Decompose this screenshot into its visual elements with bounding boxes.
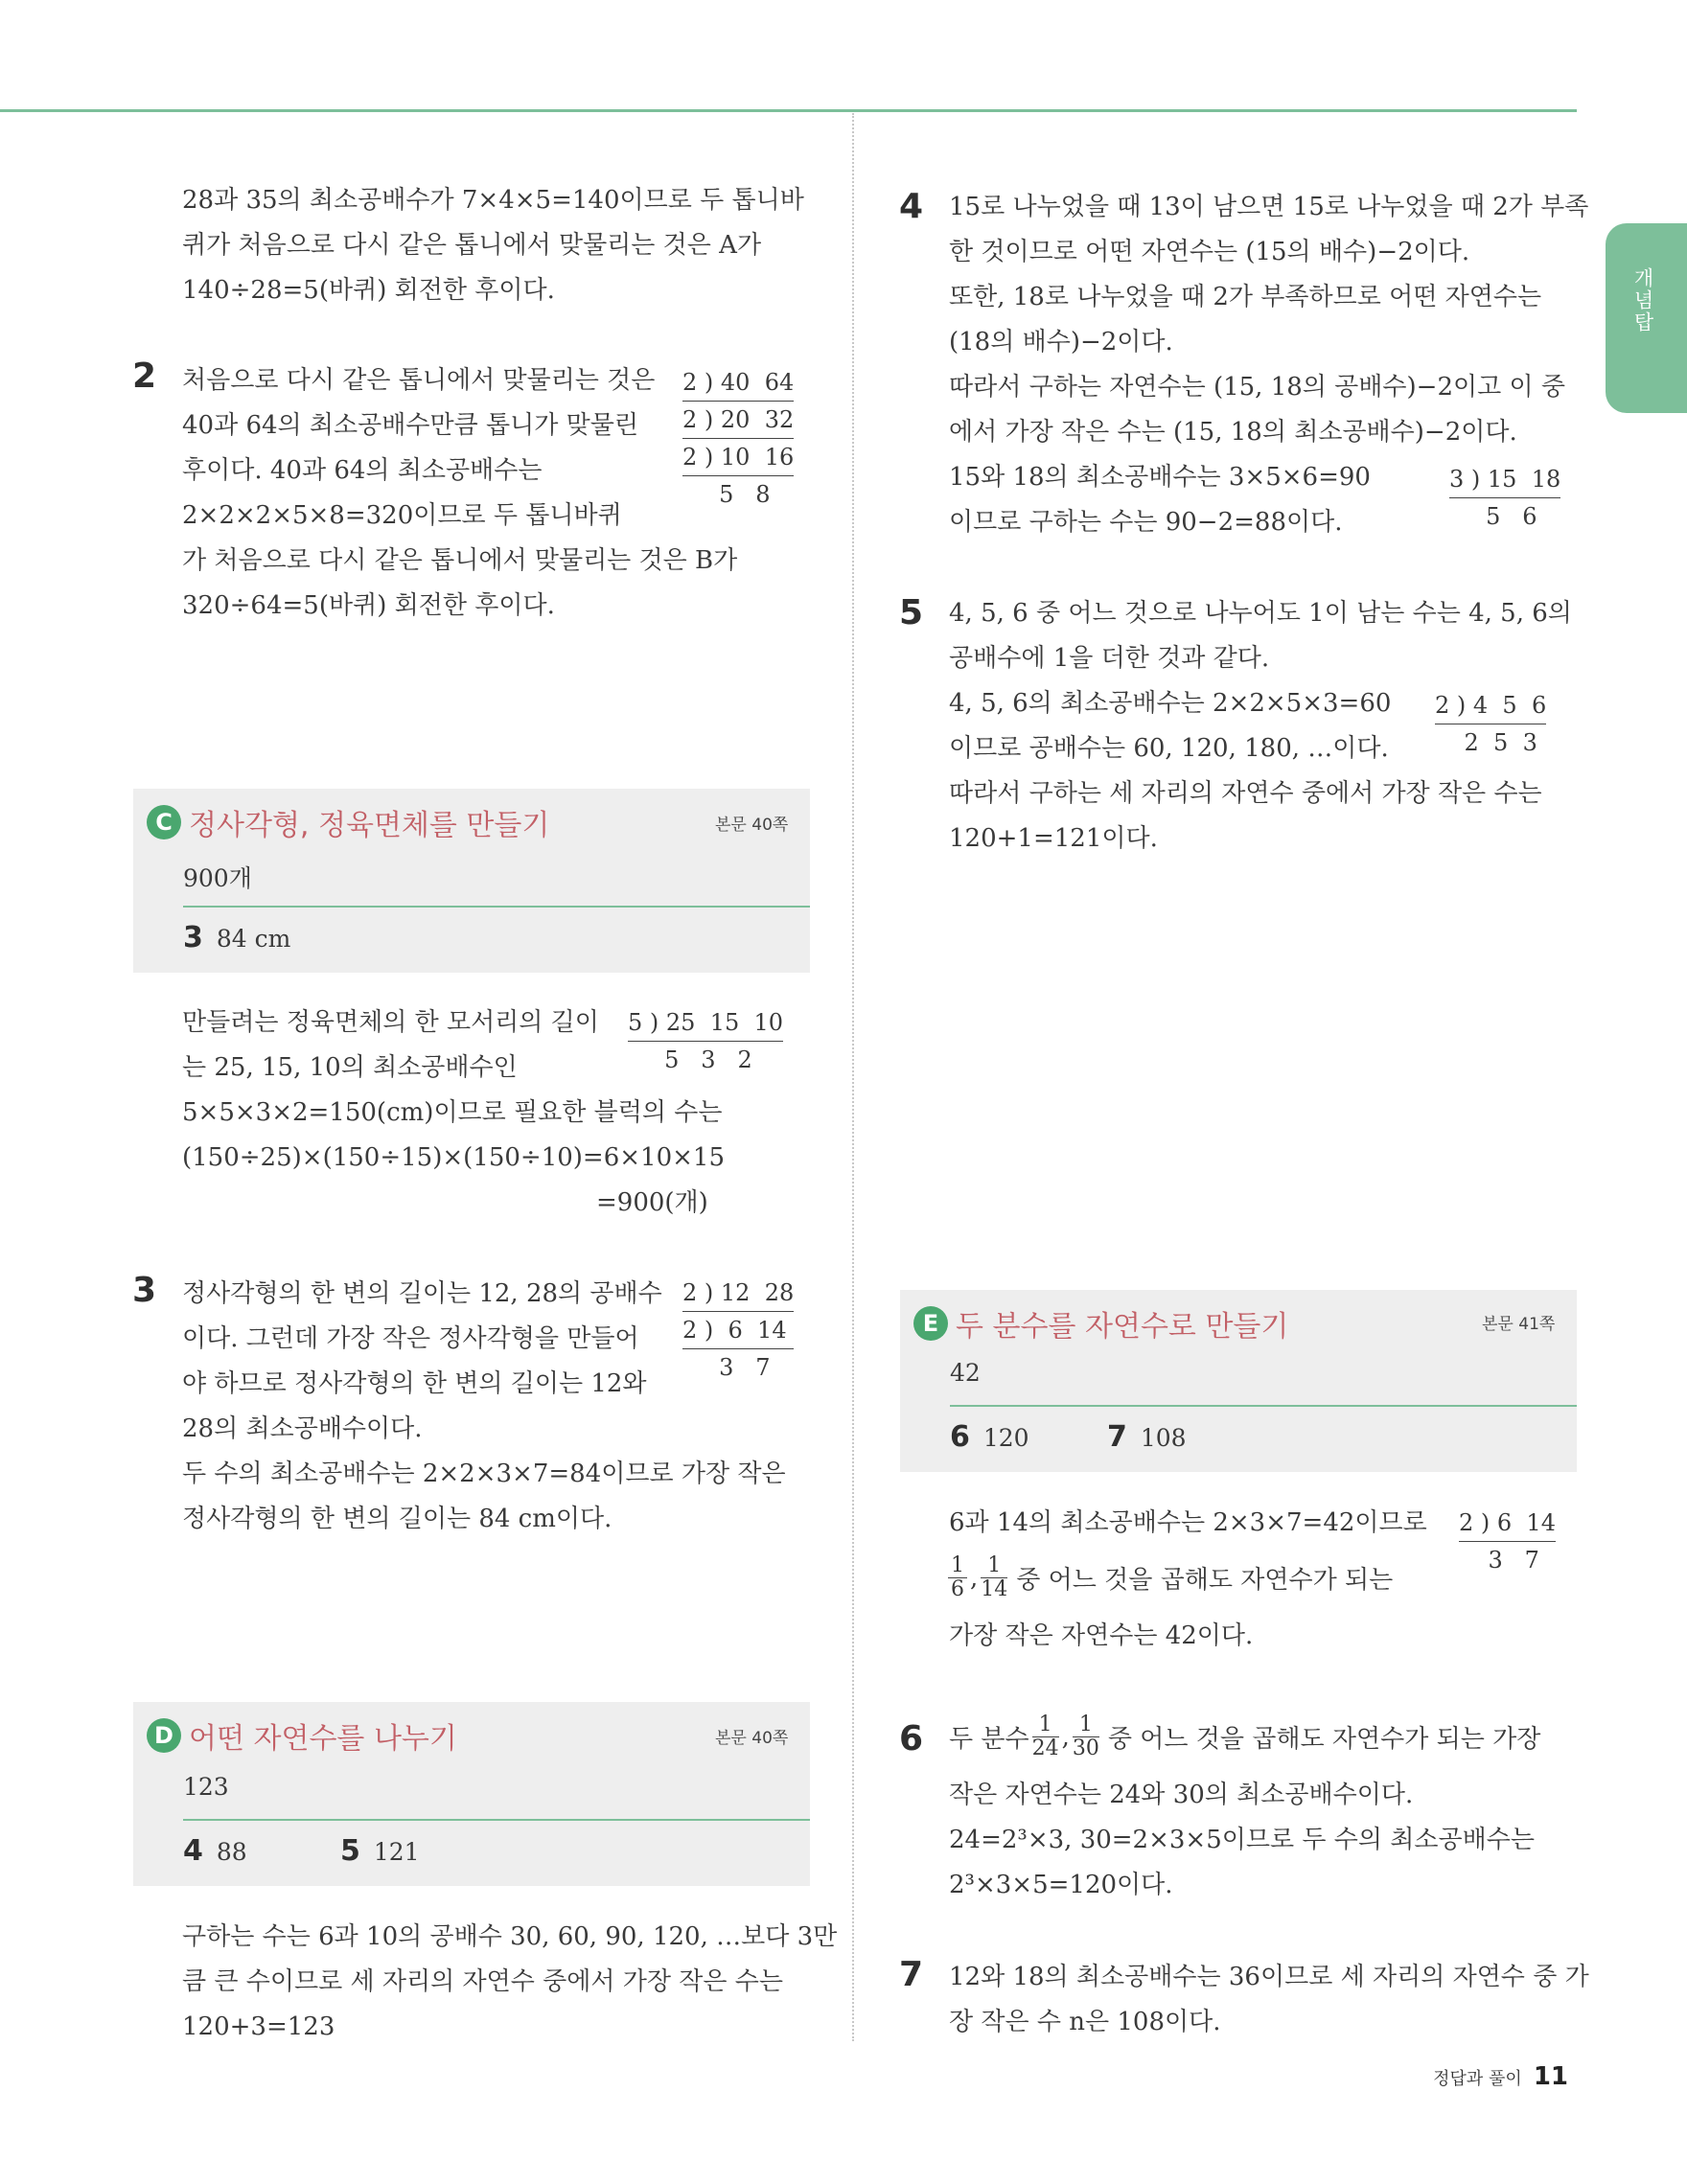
problem-5-division: 2 ) 4 5 6 2 5 3 — [1435, 687, 1546, 761]
problem-5-text: 4, 5, 6 중 어느 것으로 나누어도 1이 남는 수는 4, 5, 6의 공배수에 1을 더한 것과 같다. 4, 5, 6의 최소공배수는 2×2×5×3=60 이므로 공배수는 60, 120, 180, …이다. 따라서 구하는 세 자리의 자연수 중에서 가장 작은 수는 120+1=121이다. — [949, 599, 1572, 853]
section-c-row: 3 84 cm — [183, 921, 291, 954]
section-e-row-1: 6 120 — [950, 1420, 1029, 1454]
footer-label: 정답과 풀이 — [1433, 2069, 1522, 2089]
section-c-division: 5 ) 25 15 10 5 3 2 — [628, 1004, 783, 1078]
section-d-title: 어떤 자연수를 나누기 — [189, 1722, 457, 1756]
section-c-explanation: 만들려는 정육면체의 한 모서리의 길이 는 25, 15, 10의 최소공배수인 5×5×3×2=150(cm)이므로 필요한 블럭의 수는 (150÷25)×(150÷15)×(150÷10)=6×10×15 =900(개) — [182, 1008, 725, 1217]
section-e-explanation-line-1: 6과 14의 최소공배수는 2×3×7=42이므로 — [949, 1508, 1427, 1537]
page-number: 11 — [1533, 2062, 1568, 2091]
section-d-answer: 123 — [183, 1773, 229, 1801]
top-rule — [0, 109, 1577, 112]
section-d-explanation: 구하는 수는 6과 10의 공배수 30, 60, 90, 120, …보다 3만 큼 큰 수이므로 세 자리의 자연수 중에서 가장 작은 수는 120+3=123 — [182, 1922, 838, 2041]
section-c-answer: 900개 — [183, 864, 252, 892]
section-e-title: 두 분수를 자연수로 만들기 — [956, 1310, 1289, 1344]
section-box-c — [133, 789, 810, 973]
section-c-title: 정사각형, 정육면체를 만들기 — [189, 809, 550, 842]
section-e-ref: 본문 41쪽 — [1482, 1315, 1556, 1334]
section-e-row-2: 7 108 — [1107, 1420, 1187, 1454]
section-c-header — [147, 800, 549, 844]
problem-6-first-line: 두 분수 $\frac{1}{24}$ , $\frac{1}{30}$ 중 어느 것을 곱해도 자연수가 되는 가장 — [949, 1713, 1541, 1760]
problem-5-number: 5 — [899, 593, 924, 632]
section-box-d — [133, 1702, 810, 1886]
problem-7-text: 12와 18의 최소공배수는 36이므로 세 자리의 자연수 중 가 장 작은 수 n은 108이다. — [949, 1963, 1589, 2036]
problem-2-number: 2 — [132, 356, 157, 396]
problem-2-text: 처음으로 다시 같은 톱니에서 맞물리는 것은 40과 64의 최소공배수만큼 톱니가 맞물린 후이다. 40과 64의 최소공배수는 2×2×2×5×8=320이므로 두 톱니바퀴 가 처음으로 다시 같은 톱니에서 맞물리는 것은 B가 320÷64=5(바퀴) 회전한 후이다. — [182, 366, 738, 620]
problem-6-text: 작은 자연수는 24와 30의 최소공배수이다. 24=2³×3, 30=2×3×5이므로 두 수의 최소공배수는 2³×3×5=120이다. — [949, 1781, 1535, 1899]
section-box-e — [900, 1290, 1577, 1472]
section-e-explanation-line-3: 가장 작은 자연수는 42이다. — [949, 1621, 1254, 1650]
problem-6-number: 6 — [899, 1719, 924, 1759]
section-e-answer: 42 — [950, 1359, 981, 1387]
fraction-1-6: $\frac{1}{6}$ — [948, 1554, 967, 1601]
problem-4-text: 15로 나누었을 때 13이 남으면 15로 나누었을 때 2가 부족 한 것이므로 어떤 자연수는 (15의 배수)−2이다. 또한, 18로 나누었을 때 2가 부족하므로 어떤 자연수는 (18의 배수)−2이다. 따라서 구하는 자연수는 (15, 18의 공배수)−2이고 이 중 에서 가장 작은 수는 (15, 18의 최소공배수)−2이다. 15와 18의 최소공배수는 3×5×6=90 이므로 구하는 수는 90−2=88이다. — [949, 193, 1589, 537]
problem-3-number: 3 — [132, 1271, 157, 1310]
fraction-1-14: $\frac{1}{14}$ — [981, 1553, 1008, 1601]
fraction-1-24: $\frac{1}{24}$ — [1031, 1713, 1059, 1760]
section-c-rule — [183, 906, 810, 908]
problem-3-division: 2 ) 12 28 2 ) 6 14 3 7 — [682, 1275, 794, 1386]
section-e-division: 2 ) 6 14 3 7 — [1459, 1505, 1556, 1578]
problem-3-text: 정사각형의 한 변의 길이는 12, 28의 공배수 이다. 그런데 가장 작은 정사각형을 만들어 야 하므로 정사각형의 한 변의 길이는 12와 28의 최소공배수이다. 두 수의 최소공배수는 2×2×3×7=84이므로 가장 작은 정사각형의 한 변의 길이는 84 cm이다. — [182, 1279, 786, 1533]
section-d-row-2: 5 121 — [340, 1834, 420, 1868]
problem-4-number: 4 — [899, 187, 924, 226]
section-d-row-1: 4 88 — [183, 1834, 247, 1868]
section-e-explanation-line-2: $\frac{1}{6}$ , $\frac{1}{14}$ 중 어느 것을 곱해도 자연수가 되는 — [945, 1554, 1393, 1601]
left-intro-para: 28과 35의 최소공배수가 7×4×5=140이므로 두 톱니바 퀴가 처음으로 다시 같은 톱니에서 맞물리는 것은 A가 140÷28=5(바퀴) 회전한 후이다. — [182, 186, 804, 305]
problem-2-division: 2 ) 40 64 2 ) 20 32 2 ) 10 16 5 8 — [682, 364, 794, 513]
section-e-rule — [950, 1405, 1577, 1407]
column-divider — [852, 113, 854, 2041]
section-d-rule — [183, 1819, 810, 1821]
page-footer — [1433, 2062, 1568, 2091]
section-d-ref: 본문 40쪽 — [715, 1729, 789, 1748]
section-e-badge: E — [913, 1306, 948, 1341]
section-c-ref: 본문 40쪽 — [715, 816, 789, 835]
section-e-header — [913, 1301, 1288, 1345]
problem-4-division: 3 ) 15 18 5 6 — [1449, 461, 1560, 535]
section-c-badge: C — [147, 805, 181, 839]
problem-7-number: 7 — [899, 1955, 924, 1994]
section-d-badge: D — [147, 1718, 181, 1753]
side-tab[interactable]: 개념탑 — [1606, 223, 1687, 413]
fraction-1-30: $\frac{1}{30}$ — [1072, 1713, 1099, 1760]
section-d-header — [147, 1713, 457, 1758]
